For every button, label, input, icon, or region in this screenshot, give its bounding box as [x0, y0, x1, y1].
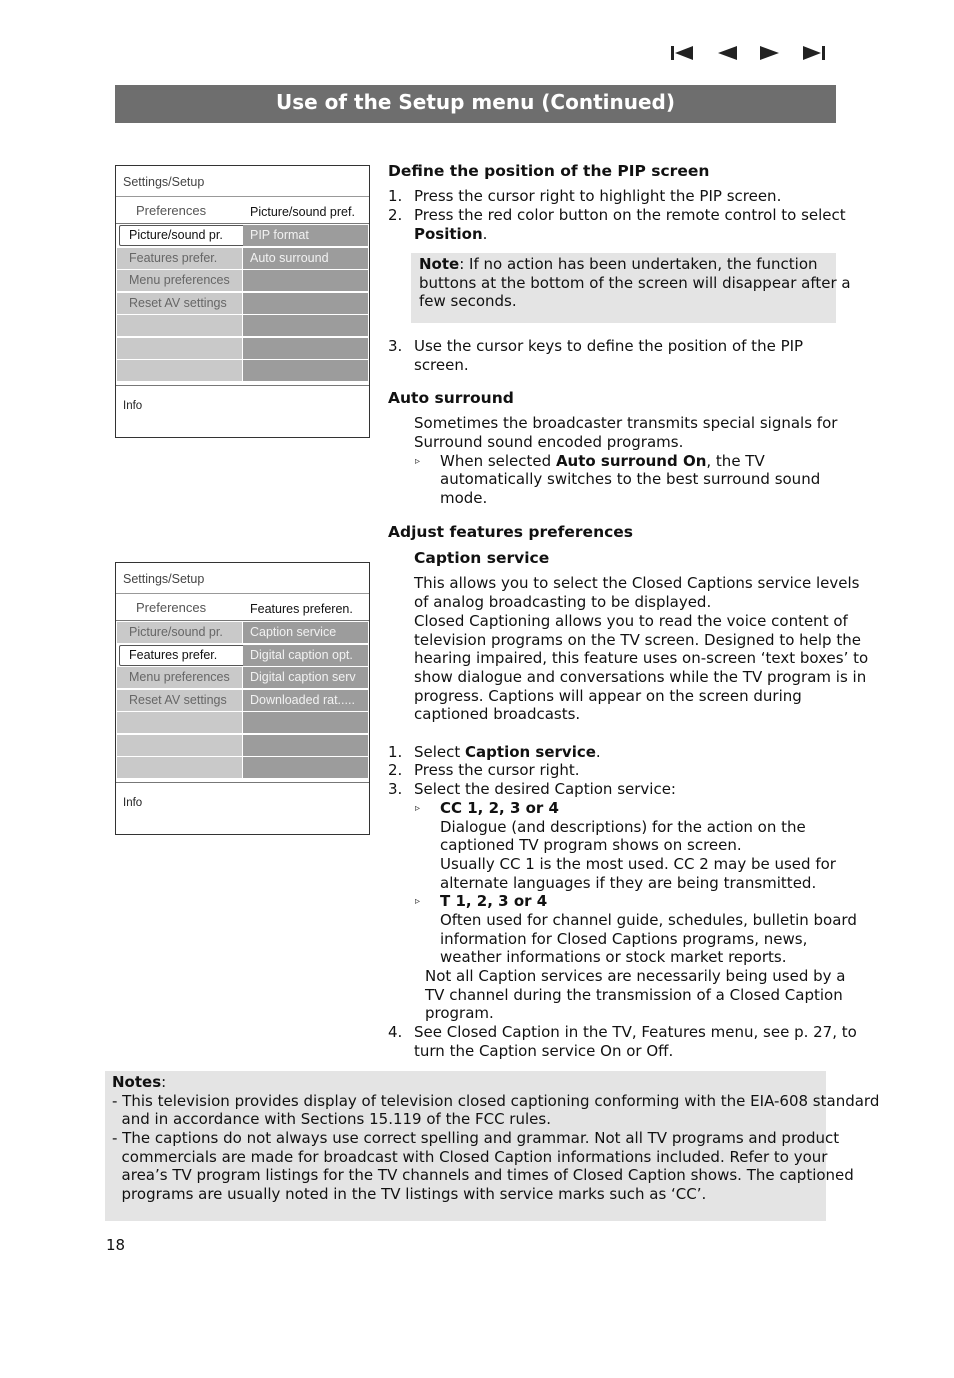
menu-item-empty — [117, 757, 242, 778]
setup-menu-picture-sound — [115, 165, 370, 438]
divider — [116, 223, 369, 224]
auto-surround-bullet-2: automatically switches to the best surround sound — [440, 470, 821, 488]
t-option-title: T 1, 2, 3 or 4 — [440, 892, 548, 910]
caption-step-1: Select Caption service. — [414, 743, 601, 761]
submenu-item-empty — [243, 293, 368, 314]
menu-preferences-label: Preferences — [136, 600, 207, 615]
submenu-item-empty — [243, 360, 368, 381]
caption-step-3: Select the desired Caption service: — [414, 780, 676, 798]
notes-line: - The captions do not always use correct spelling and grammar. Not all TV programs and product — [112, 1129, 840, 1147]
caption-para-line: progress. Captions will appear on the screen during — [414, 687, 802, 705]
caption-step-2: Press the cursor right. — [414, 761, 580, 779]
not-all-line: program. — [425, 1004, 494, 1022]
notes-line: programs are usually noted in the TV listings with service marks such as ‘CC’. — [112, 1185, 707, 1203]
menu-item-empty — [117, 712, 242, 733]
page-title: Use of the Setup menu (Continued) — [275, 90, 675, 114]
next-icon[interactable] — [757, 42, 783, 64]
menu-left-column — [117, 622, 242, 780]
note-line-2: buttons at the bottom of the screen will disappear after a — [419, 274, 851, 292]
submenu-item-digital-caption-serv[interactable]: Digital caption serv — [243, 667, 368, 688]
caption-para-line: captioned broadcasts. — [414, 705, 581, 723]
pip-position-term: Position — [414, 225, 483, 243]
caption-para-line: of analog broadcasting to be displayed. — [414, 593, 712, 611]
caption-para-line: television programs on the TV screen. Designed to help the — [414, 631, 861, 649]
notes-line: and in accordance with Sections 15.119 of the FCC rules. — [112, 1110, 551, 1128]
step-number: 2. — [388, 761, 403, 779]
menu-item-reset-av[interactable]: Reset AV settings — [117, 293, 242, 314]
note-text: : If no action has been undertaken, the function — [459, 255, 818, 273]
notes-line: - This television provides display of television closed captioning conforming with the EIA-608 standard — [112, 1092, 880, 1110]
pip-step-2-cont: Position. — [414, 225, 488, 243]
submenu-item-digital-caption-opt[interactable]: Digital caption opt. — [243, 645, 368, 666]
step-number: 1. — [388, 743, 403, 761]
submenu-item-empty — [243, 270, 368, 291]
submenu-item-empty — [243, 757, 368, 778]
skip-last-icon[interactable] — [801, 42, 827, 64]
t-option-line: information for Closed Captions programs, news, — [440, 930, 808, 948]
auto-surround-bullet — [440, 452, 765, 471]
step-number: 3. — [388, 337, 403, 355]
menu-item-empty — [117, 360, 242, 381]
auto-surround-line-1: Sometimes the broadcaster transmits special signals for — [414, 414, 838, 432]
submenu-item-empty — [243, 315, 368, 336]
menu-item-picture-sound[interactable]: Picture/sound pr. — [117, 622, 242, 643]
title-bar — [115, 85, 836, 123]
t-option-line: weather informations or stock market reports. — [440, 948, 787, 966]
menu-item-features[interactable]: Features prefer. — [119, 645, 249, 666]
menu-item-empty — [117, 338, 242, 359]
menu-item-empty — [117, 315, 242, 336]
submenu-item-empty — [243, 338, 368, 359]
auto-surround-heading: Auto surround — [388, 389, 514, 407]
caption-para-line: Closed Captioning allows you to read the voice content of — [414, 612, 848, 630]
menu-right-column — [243, 225, 368, 383]
menu-item-menu-preferences[interactable]: Menu preferences — [117, 667, 242, 688]
caption-para-line: hearing impaired, this feature uses on-screen ‘text boxes’ to — [414, 649, 869, 667]
divider — [116, 593, 369, 594]
bullet-text: , the TV — [706, 452, 765, 470]
caption-service-heading: Caption service — [414, 549, 550, 567]
bullet-icon: ▹ — [415, 456, 421, 467]
caption-service-term: Caption service — [465, 743, 596, 761]
menu-info-label: Info — [123, 400, 143, 412]
pip-step-1: Press the cursor right to highlight the PIP screen. — [414, 187, 782, 205]
submenu-item-caption-service[interactable]: Caption service — [243, 622, 368, 643]
caption-step-4: See Closed Caption in the TV, Features menu, see p. 27, to — [414, 1023, 857, 1041]
notes-line: commercials are made for broadcast with Closed Caption informations included. Refer to your — [112, 1148, 828, 1166]
features-heading: Adjust features preferences — [388, 523, 634, 541]
menu-item-features[interactable]: Features prefer. — [117, 248, 242, 269]
pip-step-3: Use the cursor keys to define the position of the PIP — [414, 337, 804, 355]
cc-option-line: Dialogue (and descriptions) for the action on the — [440, 818, 806, 836]
caption-step-4-cont: turn the Caption service On or Off. — [414, 1042, 674, 1060]
menu-current-label: Picture/sound pref. — [250, 205, 355, 219]
divider — [116, 385, 369, 386]
divider — [116, 196, 369, 197]
divider — [116, 620, 369, 621]
auto-surround-line-2: Surround sound encoded programs. — [414, 433, 684, 451]
auto-surround-bullet-3: mode. — [440, 489, 488, 507]
menu-item-empty — [117, 735, 242, 756]
step-number: 1. — [388, 187, 403, 205]
setup-menu-features — [115, 562, 370, 835]
cc-option-title: CC 1, 2, 3 or 4 — [440, 799, 559, 817]
menu-item-reset-av[interactable]: Reset AV settings — [117, 690, 242, 711]
step-text: Select — [414, 743, 466, 761]
pip-step-3-cont: screen. — [414, 356, 469, 374]
menu-item-menu-preferences[interactable]: Menu preferences — [117, 270, 242, 291]
menu-left-column — [117, 225, 242, 383]
page-number: 18 — [106, 1236, 126, 1254]
notes-label: Notes — [112, 1073, 162, 1091]
not-all-line: TV channel during the transmission of a Closed Caption — [425, 986, 843, 1004]
caption-para-line: This allows you to select the Closed Captions service levels — [414, 574, 860, 592]
submenu-item-pip-format[interactable]: PIP format — [243, 225, 368, 246]
cc-option-line: captioned TV program shows on screen. — [440, 836, 742, 854]
caption-para-line: show dialogue and conversations while the TV program is in — [414, 668, 867, 686]
divider — [116, 782, 369, 783]
menu-preferences-label: Preferences — [136, 203, 207, 218]
menu-current-label: Features preferen. — [250, 602, 353, 616]
bullet-icon: ▹ — [415, 896, 421, 907]
notes-heading: Notes: — [112, 1073, 167, 1091]
menu-header: Settings/Setup — [123, 572, 205, 586]
bullet-text: When selected — [440, 452, 556, 470]
not-all-line: Not all Caption services are necessarily being used by a — [425, 967, 846, 985]
note-line-3: few seconds. — [419, 292, 517, 310]
submenu-item-empty — [243, 735, 368, 756]
step-number: 4. — [388, 1023, 403, 1041]
step-number: 3. — [388, 780, 403, 798]
t-option-line: Often used for channel guide, schedules, bulletin board — [440, 911, 857, 929]
submenu-item-empty — [243, 712, 368, 733]
menu-header: Settings/Setup — [123, 175, 205, 189]
submenu-item-auto-surround[interactable]: Auto surround — [243, 248, 368, 269]
pip-heading: Define the position of the PIP screen — [388, 162, 710, 180]
cc-option-line: Usually CC 1 is the most used. CC 2 may be used for — [440, 855, 836, 873]
step-number: 2. — [388, 206, 403, 224]
menu-right-column — [243, 622, 368, 780]
note-label: Note — [419, 255, 460, 273]
menu-info-label: Info — [123, 797, 143, 809]
pip-step-2: Press the red color button on the remote control to select — [414, 206, 846, 224]
auto-surround-on-term: Auto surround On — [555, 452, 707, 470]
cc-option-line: alternate languages if they are being transmitted. — [440, 874, 817, 892]
menu-item-picture-sound[interactable]: Picture/sound pr. — [119, 225, 249, 246]
previous-icon[interactable] — [714, 42, 740, 64]
note-line-1 — [419, 255, 818, 274]
skip-first-icon[interactable] — [669, 42, 695, 64]
submenu-item-downloaded-rating[interactable]: Downloaded rat..... — [243, 690, 368, 711]
bullet-icon: ▹ — [415, 803, 421, 814]
notes-line: area’s TV program listings for the TV channels and times of Closed Caption shows. The captioned — [112, 1166, 854, 1184]
